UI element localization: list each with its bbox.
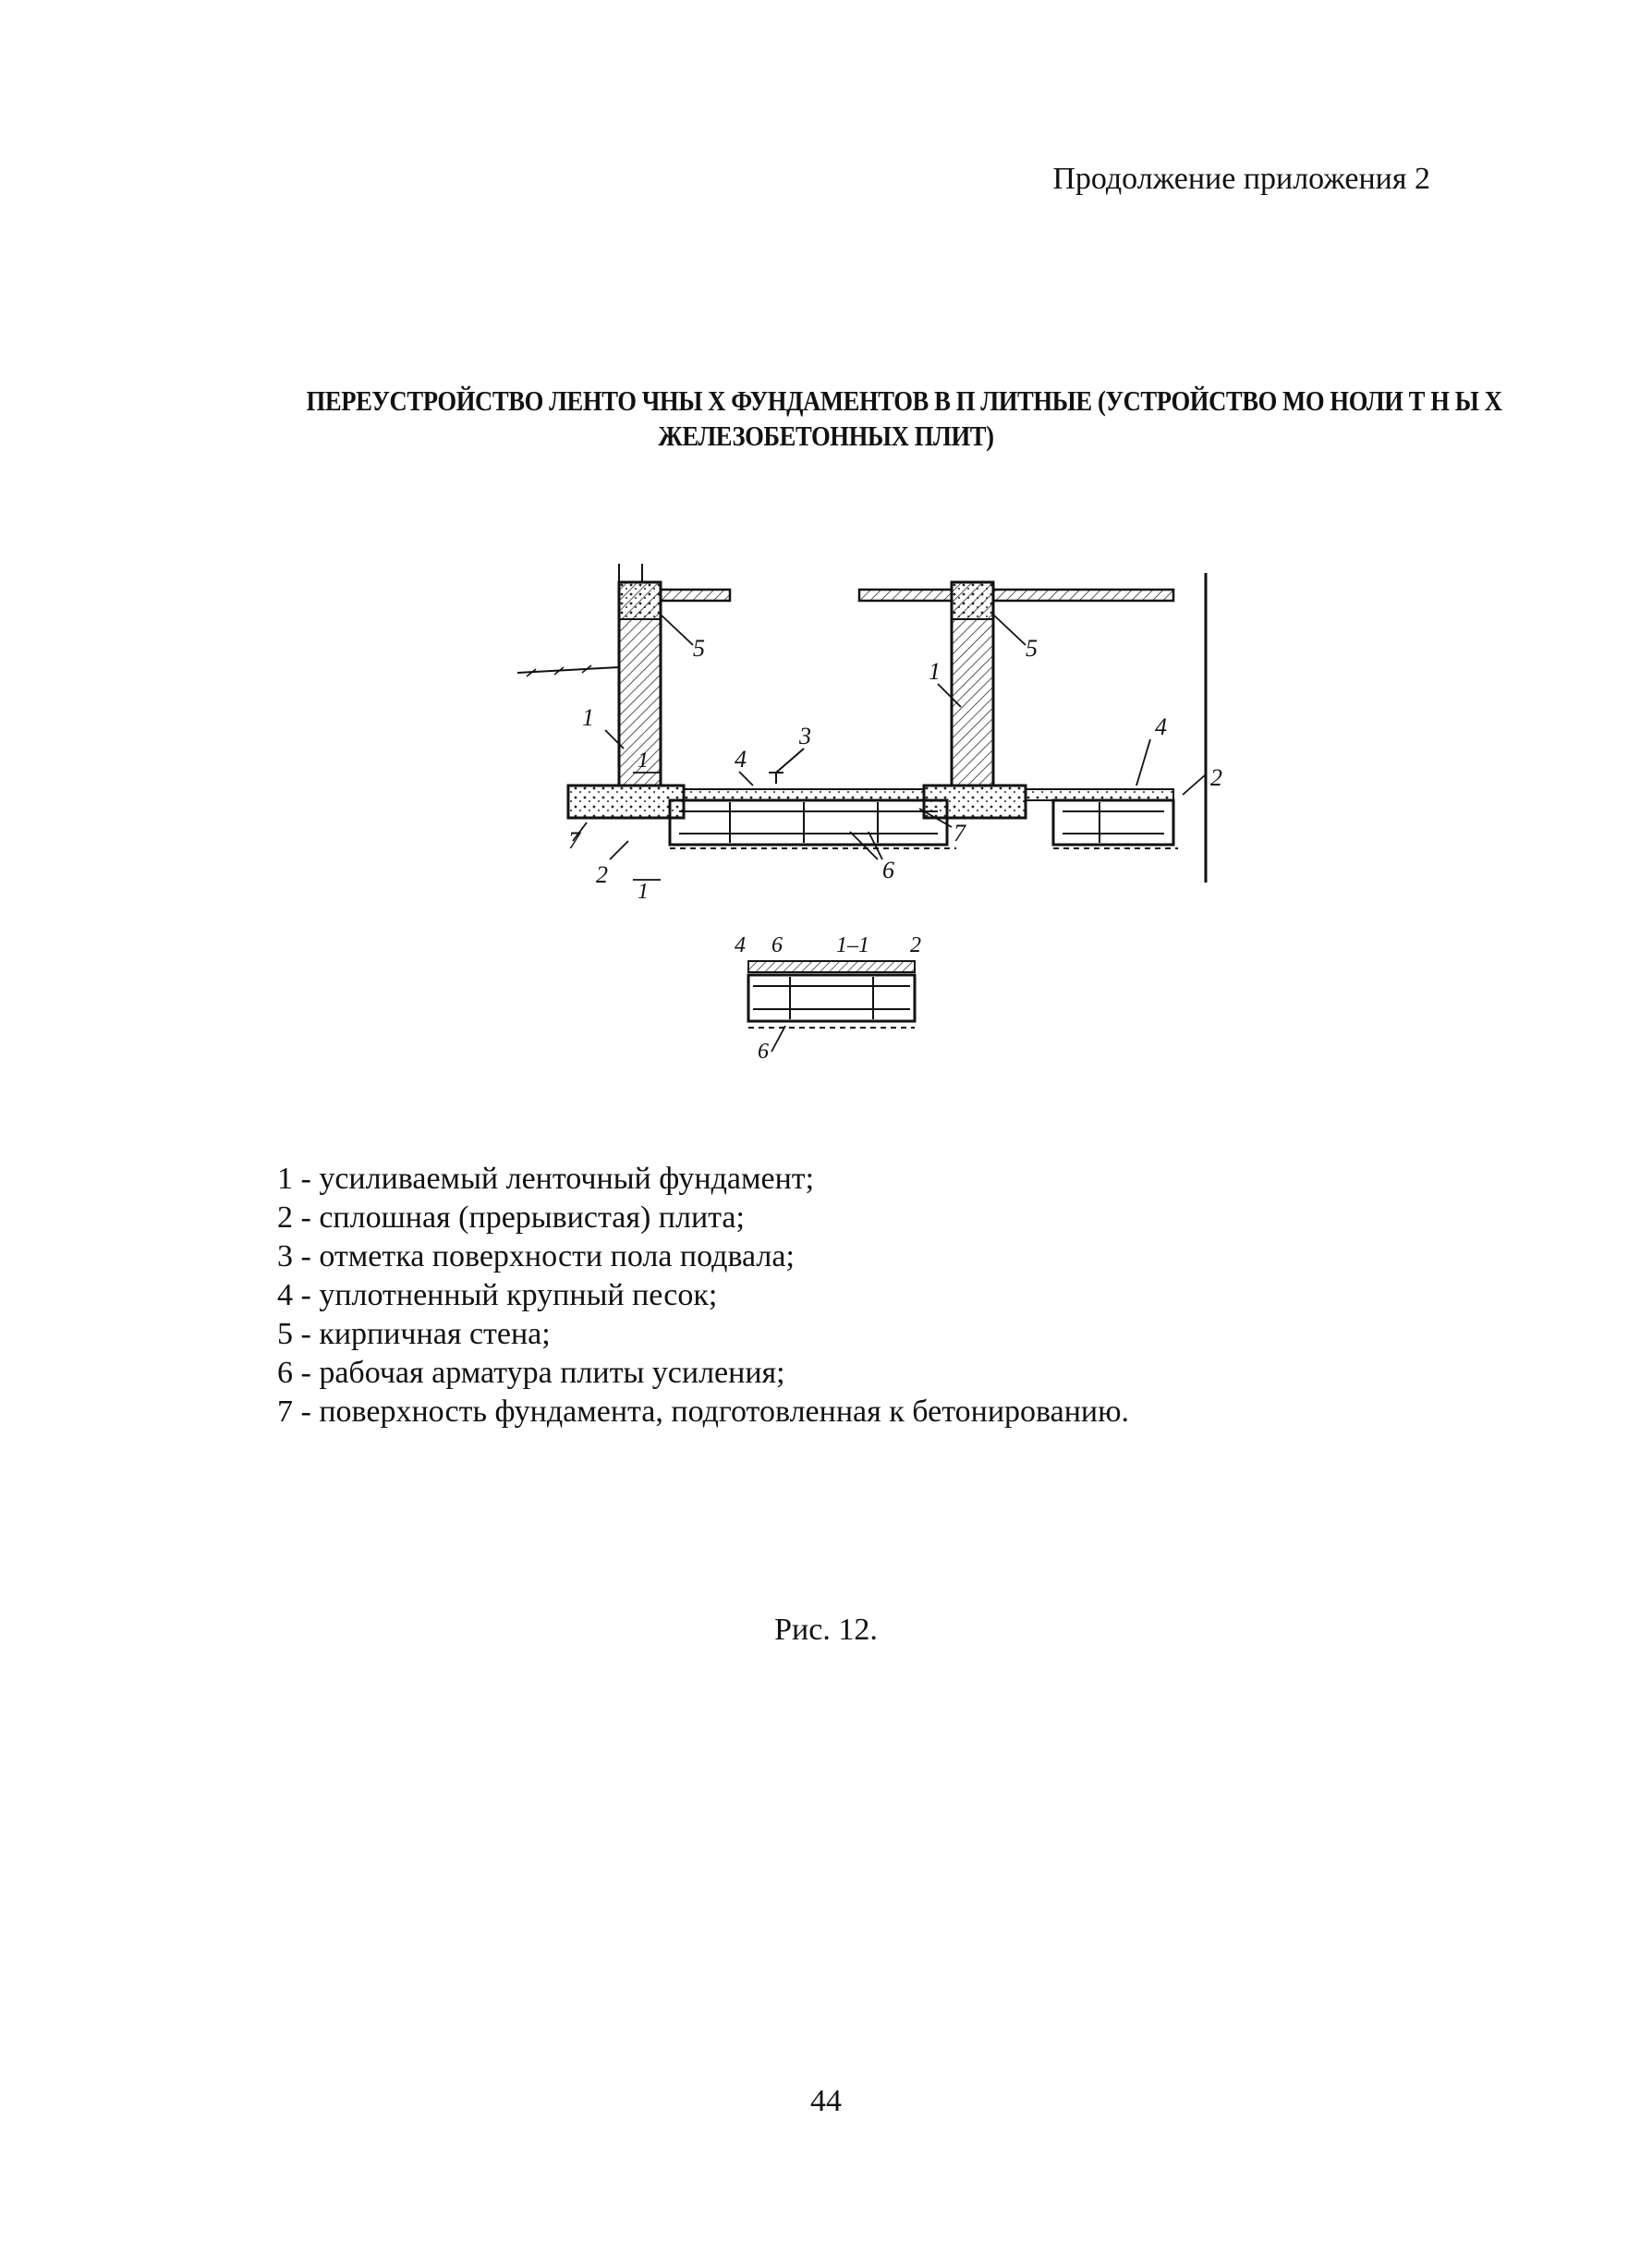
page-number: 44 [810, 2084, 842, 2118]
cut-marker-bottom: 1 [638, 880, 649, 904]
title-line-2: ЖЕЛЕЗОБЕТОННЫХ ПЛИТ) [658, 420, 994, 452]
legend-item-6: 6 - рабочая арматура плиты усиления; [277, 1356, 785, 1390]
label-4-right: 4 [1155, 713, 1167, 740]
ground-surface [517, 665, 619, 676]
label-1-left: 1 [582, 704, 594, 731]
section-label-2: 2 [910, 933, 921, 957]
page-header: Продолжение приложения 2 [1052, 162, 1430, 196]
left-floor-slab [661, 590, 730, 601]
legend-item-3: 3 - отметка поверхности пола подвала; [277, 1239, 795, 1273]
label-4-center: 4 [735, 746, 747, 773]
legend [277, 1160, 1129, 1431]
label-7-left: 7 [568, 827, 580, 854]
section-label-4: 4 [735, 933, 746, 957]
title-line-1: ПЕРЕУСТРОЙСТВО ЛЕНТО ЧНЫ Х ФУНДАМЕНТОВ В П ЛИТНЫЕ (УСТРОЙСТВО МО НОЛИ Т Н Ы Х [306, 384, 1502, 417]
label-5-right: 5 [1026, 635, 1038, 662]
right-floor-slab [859, 590, 1173, 601]
label-3: 3 [799, 723, 811, 749]
legend-item-2: 2 - сплошная (прерывистая) плита; [277, 1200, 745, 1235]
section-title: 1–1 [836, 933, 869, 957]
label-5-left: 5 [693, 635, 705, 662]
document-title [306, 384, 1502, 454]
floor-level-mark [769, 749, 804, 784]
legend-item-4: 4 - уплотненный крупный песок; [277, 1278, 718, 1312]
label-1-right: 1 [929, 658, 941, 685]
legend-item-5: 5 - кирпичная стена; [277, 1317, 551, 1351]
label-2-right: 2 [1210, 764, 1222, 791]
label-2-left: 2 [596, 861, 608, 888]
legend-item-7: 7 - поверхность фундамента, подготовленная к бетонированию. [277, 1395, 1130, 1429]
label-7-right: 7 [954, 820, 966, 847]
label-6: 6 [882, 857, 894, 883]
section-label-6-bottom: 6 [758, 1040, 769, 1064]
section-label-6-top: 6 [771, 933, 783, 957]
figure-caption: Рис. 12. [774, 1613, 878, 1647]
legend-item-1: 1 - усиливаемый ленточный фундамент; [277, 1162, 815, 1196]
leader-lines [573, 615, 1206, 880]
right-foundation-wall [924, 582, 1026, 818]
section-drawing [730, 924, 933, 1063]
cut-marker-top: 1 [638, 749, 649, 773]
foundation-drawing [499, 564, 1220, 906]
section-body [748, 961, 915, 1052]
